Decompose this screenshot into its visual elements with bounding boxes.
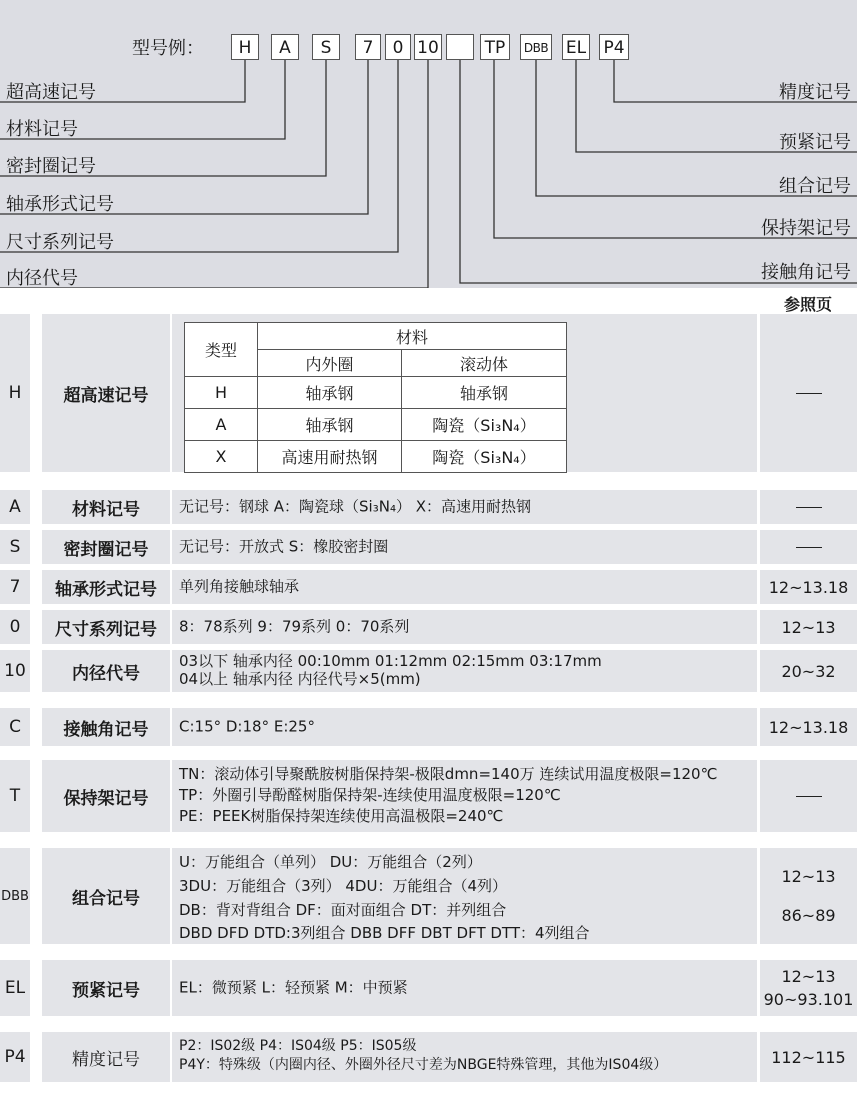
code-box-0: 0 (385, 34, 411, 60)
mat-rolling: 轴承钢 (402, 377, 567, 409)
table-row (0, 650, 857, 692)
row-ref (760, 708, 857, 746)
label-bearing-type: 轴承形式记号 (6, 194, 114, 215)
dash-icon (796, 507, 822, 508)
row-desc (172, 570, 757, 604)
row-desc-line: DBD DFD DTD:3列组合 DBB DFF DBT DFT DTT：4列组合 (179, 924, 590, 942)
row-code: 7 (0, 570, 30, 604)
row-desc (172, 490, 757, 524)
table-row (0, 708, 857, 746)
code-box-s: S (312, 34, 340, 60)
row-code: H (0, 314, 30, 472)
table-row (0, 848, 857, 944)
row-desc (172, 1032, 757, 1082)
row-name: 精度记号 (42, 1032, 170, 1082)
code-box-h: H (231, 34, 259, 60)
mat-header-ring: 内外圈 (258, 350, 402, 377)
dash-icon (796, 796, 822, 797)
ref-page: 12~13 (781, 967, 836, 986)
mat-header-rolling: 滚动体 (402, 350, 567, 377)
mat-ring: 轴承钢 (258, 377, 402, 409)
ref-page: 20~32 (781, 661, 836, 681)
row-desc-line: U：万能组合（单列） DU：万能组合（2列） (179, 853, 482, 871)
ref-page: 86~89 (781, 906, 836, 925)
ref-page-header: 参照页 (783, 295, 832, 314)
row-code: P4 (0, 1032, 30, 1082)
row-ref (760, 650, 857, 692)
row-code: S (0, 530, 30, 564)
row-ref (760, 848, 857, 944)
row-desc-line: DB：背对背组合 DF：面对面组合 DT：并列组合 (179, 901, 507, 919)
row-ref (760, 760, 857, 832)
table-row (0, 570, 857, 604)
row-desc-line: 无记号：钢球 A：陶瓷球（Si₃N₄） X：高速用耐热钢 (179, 497, 532, 516)
mat-header-material: 材料 (258, 323, 567, 350)
mat-rolling: 陶瓷（Si₃N₄） (402, 441, 567, 473)
row-desc (172, 760, 757, 832)
label-ultra-high-speed: 超高速记号 (6, 82, 96, 103)
mat-rolling: 陶瓷（Si₃N₄） (402, 409, 567, 441)
label-seal: 密封圈记号 (6, 156, 96, 177)
row-ref (760, 530, 857, 564)
row-code: EL (0, 960, 30, 1016)
row-desc-line: P2：IS02级 P4：IS04级 P5：IS05级 (179, 1038, 417, 1054)
row-name: 材料记号 (42, 490, 170, 524)
mat-header-type: 类型 (185, 323, 258, 377)
ref-page: 12~13 (781, 617, 836, 637)
row-desc (172, 650, 757, 692)
row-desc (172, 530, 757, 564)
label-material: 材料记号 (6, 119, 78, 140)
row-code: DBB (0, 848, 30, 944)
label-combination: 组合记号 (779, 176, 851, 197)
mat-type: H (185, 377, 258, 409)
ref-page: 12~13 (781, 867, 836, 886)
row-name: 超高速记号 (42, 314, 170, 472)
row-name: 轴承形式记号 (42, 570, 170, 604)
label-bore-code: 内径代号 (6, 268, 78, 289)
table-row (0, 490, 857, 524)
row-ref (760, 314, 857, 472)
row-desc-line: 03以下 轴承内径 00:10mm 01:12mm 02:15mm 03:17mm (179, 652, 602, 670)
row-name: 密封圈记号 (42, 530, 170, 564)
dash-icon (796, 393, 822, 394)
mat-type: X (185, 441, 258, 473)
row-code: A (0, 490, 30, 524)
code-box-p4: P4 (599, 34, 629, 60)
table-row (0, 610, 857, 644)
row-desc-line: 无记号：开放式 S：橡胶密封圈 (179, 537, 389, 556)
table-row (0, 760, 857, 832)
mat-ring: 轴承钢 (258, 409, 402, 441)
mat-type: A (185, 409, 258, 441)
row-desc-line: TP：外圈引导酚醛树脂保持架-连续使用温度极限=120℃ (179, 786, 561, 804)
row-desc-line: 单列角接触球轴承 (179, 577, 300, 596)
row-ref (760, 570, 857, 604)
row-desc-line: P4Y：特殊级（内圈内径、外圈外径尺寸差为NBGE特殊管理，其他为IS04级） (179, 1057, 668, 1073)
code-box-7: 7 (355, 34, 381, 60)
code-box-a: A (271, 34, 299, 60)
row-code: 0 (0, 610, 30, 644)
ref-page: 112~115 (771, 1047, 846, 1067)
table-row (0, 1032, 857, 1082)
row-ref (760, 610, 857, 644)
row-desc-line: TN：滚动体引导聚酰胺树脂保持架-极限dmn=140万 连续试用温度极限=120℃ (179, 765, 718, 783)
row-desc (172, 610, 757, 644)
row-desc (172, 708, 757, 746)
table-row (0, 960, 857, 1016)
dash-icon (796, 547, 822, 548)
row-name: 保持架记号 (42, 760, 170, 832)
row-name: 内径代号 (42, 650, 170, 692)
material-table (184, 322, 567, 473)
label-dimension-series: 尺寸系列记号 (6, 232, 114, 253)
row-name: 预紧记号 (42, 960, 170, 1016)
label-cage: 保持架记号 (761, 218, 851, 239)
row-name: 接触角记号 (42, 708, 170, 746)
code-box-blank (446, 34, 474, 60)
model-code-diagram (0, 0, 857, 288)
mat-ring: 高速用耐热钢 (258, 441, 402, 473)
row-code: C (0, 708, 30, 746)
label-preload: 预紧记号 (779, 132, 851, 153)
row-name: 尺寸系列记号 (42, 610, 170, 644)
label-precision: 精度记号 (779, 82, 851, 103)
row-desc-line: 3DU：万能组合（3列） 4DU：万能组合（4列） (179, 877, 508, 895)
row-ref (760, 960, 857, 1016)
label-contact-angle: 接触角记号 (761, 262, 851, 283)
ref-page: 12~13.18 (768, 717, 849, 737)
code-box-el: EL (562, 34, 590, 60)
code-box-tp: TP (480, 34, 510, 60)
table-row (0, 530, 857, 564)
row-desc-line: 04以上 轴承内径 内径代号×5(mm) (179, 670, 421, 688)
row-desc (172, 848, 757, 944)
row-ref (760, 490, 857, 524)
row-ref (760, 1032, 857, 1082)
row-desc-line: 8：78系列 9：79系列 0：70系列 (179, 617, 410, 636)
ref-page: 90~93.101 (763, 990, 854, 1009)
row-name: 组合记号 (42, 848, 170, 944)
row-code: 10 (0, 650, 30, 692)
row-desc (172, 960, 757, 1016)
row-desc-line: C:15° D:18° E:25° (179, 717, 315, 736)
ref-page: 12~13.18 (768, 577, 849, 597)
row-desc-line: EL：微预紧 L：轻预紧 M：中预紧 (179, 978, 408, 997)
example-label: 型号例： (132, 38, 204, 59)
row-code: T (0, 760, 30, 832)
code-box-dbb: DBB (520, 34, 552, 60)
row-desc-line: PE：PEEK树脂保持架连续使用高温极限=240℃ (179, 807, 504, 825)
code-box-10: 10 (414, 34, 442, 60)
